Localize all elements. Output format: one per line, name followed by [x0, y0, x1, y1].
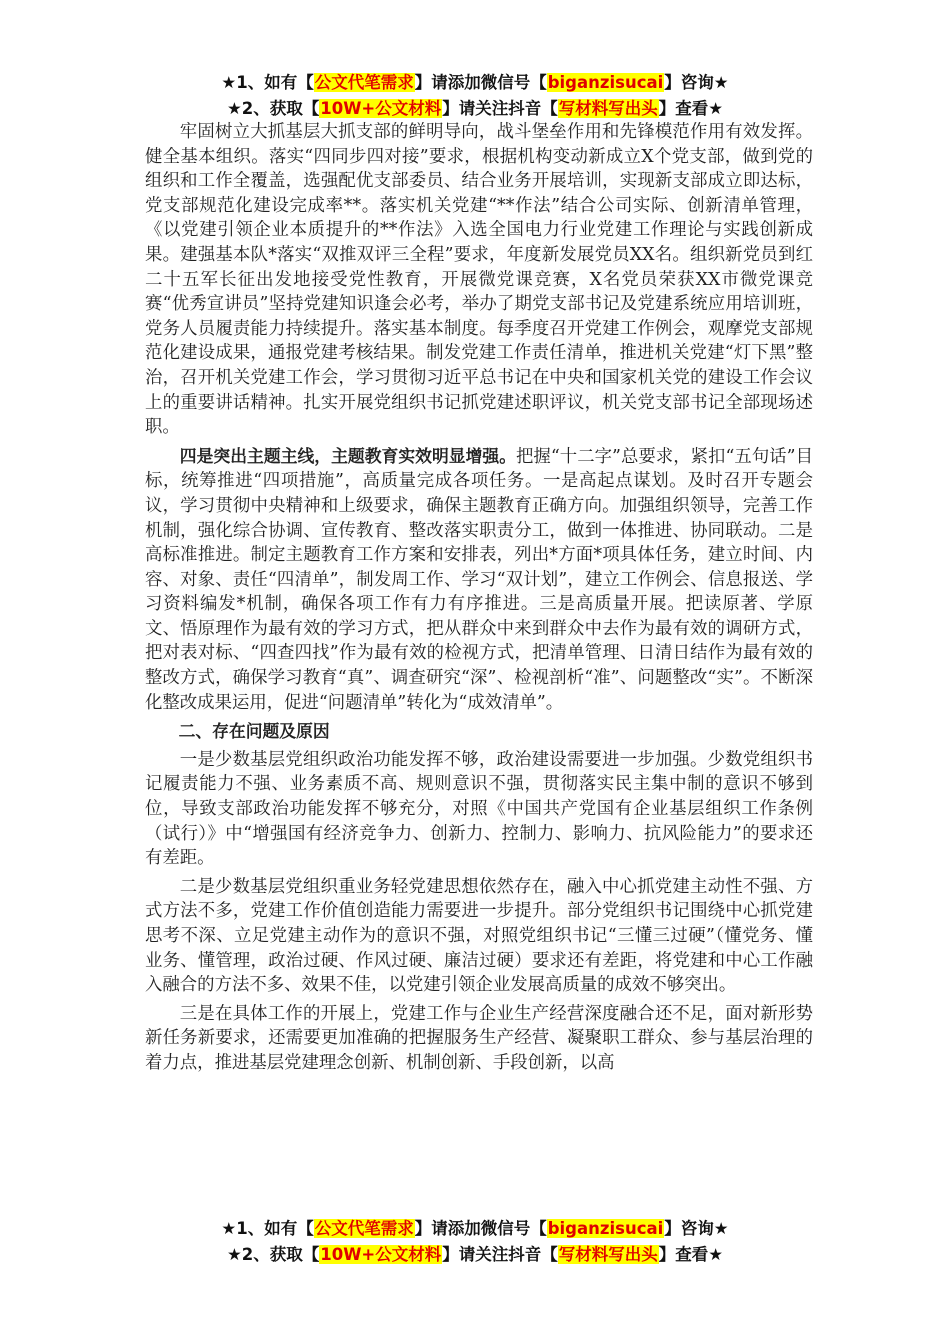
paragraph-2: [145, 444, 813, 716]
banner-text: ★1、如有【: [221, 73, 314, 92]
banner-line-2: [0, 96, 950, 122]
banner-text: ★2、获取【: [226, 1245, 320, 1264]
banner-text: 】请添加微信号【: [414, 1219, 547, 1238]
paragraph-1: 牢固树立大抓基层大抓支部的鲜明导向，战斗堡垒作用和先锋模范作用有效发挥。健全基本组织。落实“四同步四对接”要求，根据机构变动新成立X个党支部，做到党的组织和工作全覆盖，选强配优支部委员、结合业务开展培训，实现新支部成立即达标，党支部规范化建设完成率**。落实机关党建“**作法”结合公司实际、创新清单管理，《以党建引领企业本质提升的**作法》入选全国电力行业党建工作理论与实践创新成果。建强基本队*落实“双推双评三全程”要求，年度新发展党员XX名。组织新党员到红二十五军长征出发地接受党性教育，开展微党课竞赛，X名党员荣获XX市微党课竞赛“优秀宣讲员”坚持党建知识逢会必考，举办了期党支部书记及党建系统应用培训班，党务人员履责能力持续提升。落实基本制度。每季度召开党建工作例会，观摩党支部规范化建设成果，通报党建考核结果。制发党建工作责任清单，推进机关党建“灯下黑”整治，召开机关党建工作会，学习贯彻习近平总书记在中央和国家机关党的建设工作会议上的重要讲话精神。扎实开展党组织书记抓党建述职评议，机关党支部书记全部现场述职。: [145, 122, 813, 438]
paragraph-2-text: 把握“十二字”总要求，紧扣“五句话”目标，统筹推进“四项措施”，高质量完成各项任务。一是高起点谋划。及时召开专题会议，学习贯彻中央精神和上级要求，确保主题教育正确方向。加强组织领导，完善工作机制，强化综合协调、宣传教育、整改落实职责分工，做到一体推进、协同联动。二是高标准推进。制定主题教育工作方案和安排表，列出*方面*项具体任务，建立时间、内容、对象、责任“四清单”，制发周工作、学习“双计划”，建立工作例会、信息报送、学习资料编发*机制，确保各项工作有力有序推进。三是高质量开展。把读原著、学原文、悟原理作为最有效的学习方式，把从群众中来到群众中去作为最有效的调研方式，把对表对标、“四查四找”作为最有效的检视方式，把清单管理、日清日结作为最有效的整改方式，确保学习教育“真”、调查研究“深”、检视剖析“准”、问题整改“实”。不断深化整改成果运用，促进“问题清单”转化为“成效清单”。: [145, 446, 813, 713]
banner-text: 】请添加微信号【: [414, 73, 547, 92]
banner-highlight: biganzisucai: [547, 1219, 664, 1238]
banner-text: 】请关注抖音【: [442, 99, 558, 118]
banner-text: 】咨询★: [664, 1219, 729, 1238]
banner-highlight: 公文代笔需求: [314, 1219, 414, 1238]
banner-text: ★1、如有【: [221, 1219, 314, 1238]
banner-line-2: [0, 1242, 950, 1268]
banner-highlight: 写材料写出头: [558, 99, 658, 118]
banner-highlight: 10W+公文材料: [320, 99, 442, 118]
paragraph-3: 一是少数基层党组织政治功能发挥不够，政治建设需要进一步加强。少数党组织书记履责能力不强、业务素质不高、规则意识不强，贯彻落实民主集中制的意识不够到位，导致支部政治功能发挥不够充分，对照《中国共产党国有企业基层组织工作条例（试行）》中“增强国有经济竞争力、创新力、控制力、影响力、抗风险能力”的要求还有差距。: [145, 749, 813, 869]
top-ad-banner: [0, 70, 950, 122]
banner-line-1: [0, 1216, 950, 1242]
banner-text: 】咨询★: [664, 73, 729, 92]
document-body: [145, 120, 813, 1076]
banner-text: ★2、获取【: [226, 99, 320, 118]
banner-text: 】查看★: [658, 99, 724, 118]
paragraph-5: 三是在具体工作的开展上，党建工作与企业生产经营深度融合还不足，面对新形势新任务新要求，还需要更加准确的把握服务生产经营、凝聚职工群众、参与基层治理的着力点，推进基层党建理念创新、机制创新、手段创新，以高: [145, 1003, 813, 1073]
paragraph-4: 二是少数基层党组织重业务轻党建思想依然存在，融入中心抓党建主动性不强、方式方法不多，党建工作价值创造能力需要进一步提升。部分党组织书记围绕中心抓党建思考不深、立足党建主动作为的意识不强，对照党组织书记“三懂三过硬”（懂党务、懂业务、懂管理，政治过硬、作风过硬、廉洁过硬）要求还有差距，将党建和中心工作融入融合的方法不多、效果不佳，以党建引领企业发展高质量的成效不够突出。: [145, 876, 813, 996]
banner-text: 】查看★: [658, 1245, 724, 1264]
banner-highlight: 公文代笔需求: [314, 73, 414, 92]
banner-highlight: 写材料写出头: [558, 1245, 658, 1264]
banner-highlight: 10W+公文材料: [320, 1245, 442, 1264]
banner-highlight: biganzisucai: [547, 73, 664, 92]
banner-text: 】请关注抖音【: [442, 1245, 558, 1264]
section-heading: 二、存在问题及原因: [178, 721, 330, 742]
banner-line-1: [0, 70, 950, 96]
bottom-ad-banner: [0, 1216, 950, 1268]
paragraph-lead: 四是突出主题主线，主题教育实效明显增强。: [179, 445, 517, 466]
